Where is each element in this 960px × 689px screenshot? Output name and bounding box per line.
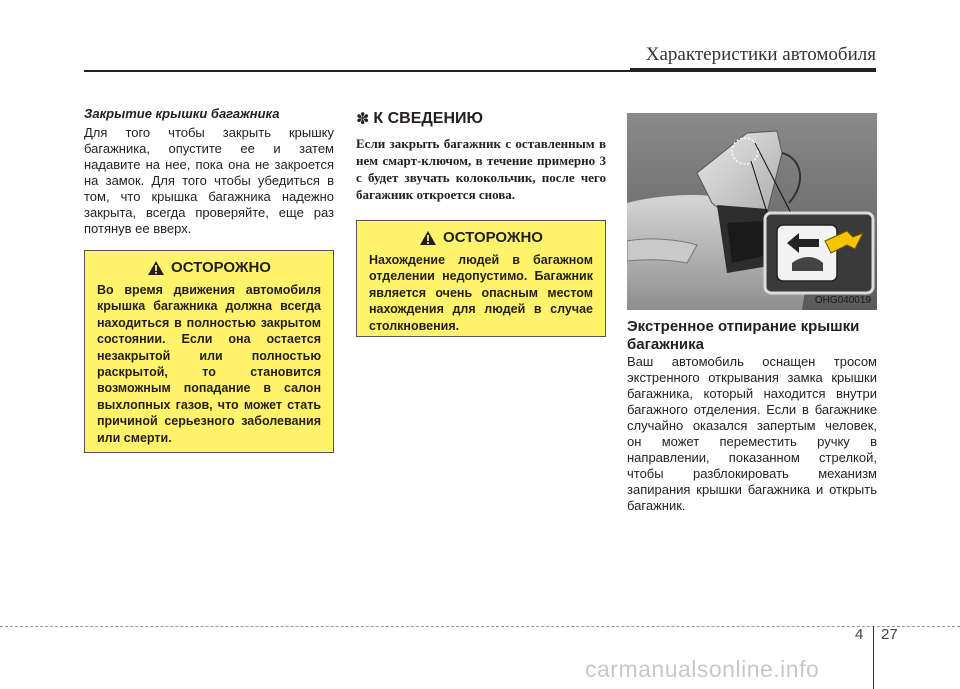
warning-text: Нахождение людей в багажном отделении недопустимо. Багажник является очень опасным местом нахождения для людей в случае столкновения. [369,253,593,333]
note-heading [356,109,606,129]
emergency-release-body [627,354,877,514]
column-left [84,106,334,237]
footer-rule [0,626,960,627]
note-text: Если закрыть багажник с оставленным в нем смарт-ключом, в течение примерно 3 с будет звучать колокольчик, после чего багажник откроется снова. [356,136,606,202]
figure-code: OHG040019 [814,295,871,306]
warning-triangle-icon [147,260,165,276]
warning-heading [97,259,321,276]
warning-title: ОСТОРОЖНО [171,259,271,276]
trunk-closing-paragraph: Для того чтобы закрыть крышку багажника, опустите ее и затем надавите на нее, пока она не закроется на замок. Для того чтобы убедиться в том, что крышка багажника надежно закрыта, всегда проверяйте, еще раз потянув ее вверх. [84,125,334,236]
warning-box-people [356,220,606,337]
warning-text: Во время движения автомобиля крышка багажника должна всегда находиться в полностью закрытом состоянии. Если она остается незакрытой или полностью раскрытой, то становится возможным попадание в салон выхлопных газов, что может стать причиной серьезного заболевания или смерти. [97,283,321,445]
watermark-text: carmanualsonline.info [585,656,820,682]
trunk-illustration [627,113,877,310]
warning-triangle-icon [419,230,437,246]
page-number: 27 [881,626,898,643]
note-title: К СВЕДЕНИЮ [373,110,484,127]
warning-heading [369,229,593,246]
note-asterisk-icon: ✽ [356,111,370,128]
trunk-release-figure [627,113,877,310]
emergency-release-paragraph: Ваш автомобиль оснащен тросом экстренного открывания замка крышки багажника, который находится внутри багажного отделения. Если в багажнике случайно оказался запертым человек, он может переместить ручку в направлении, показанном стрелкой, чтобы разблокировать механизм запирания крышки багажника и открыть багажник. [627,354,877,513]
trunk-closing-subheading: Закрытие крышки багажника [84,106,280,121]
header-rule-accent [630,68,876,72]
column-middle [356,106,606,203]
emergency-release-title: Экстренное отпирание крышки багажника [627,318,860,353]
section-number: 4 [855,626,864,643]
footer-divider [873,626,874,689]
warning-box-exhaust [84,250,334,453]
page-header-title: Характеристики автомобиля [645,44,876,65]
warning-title: ОСТОРОЖНО [443,229,543,246]
